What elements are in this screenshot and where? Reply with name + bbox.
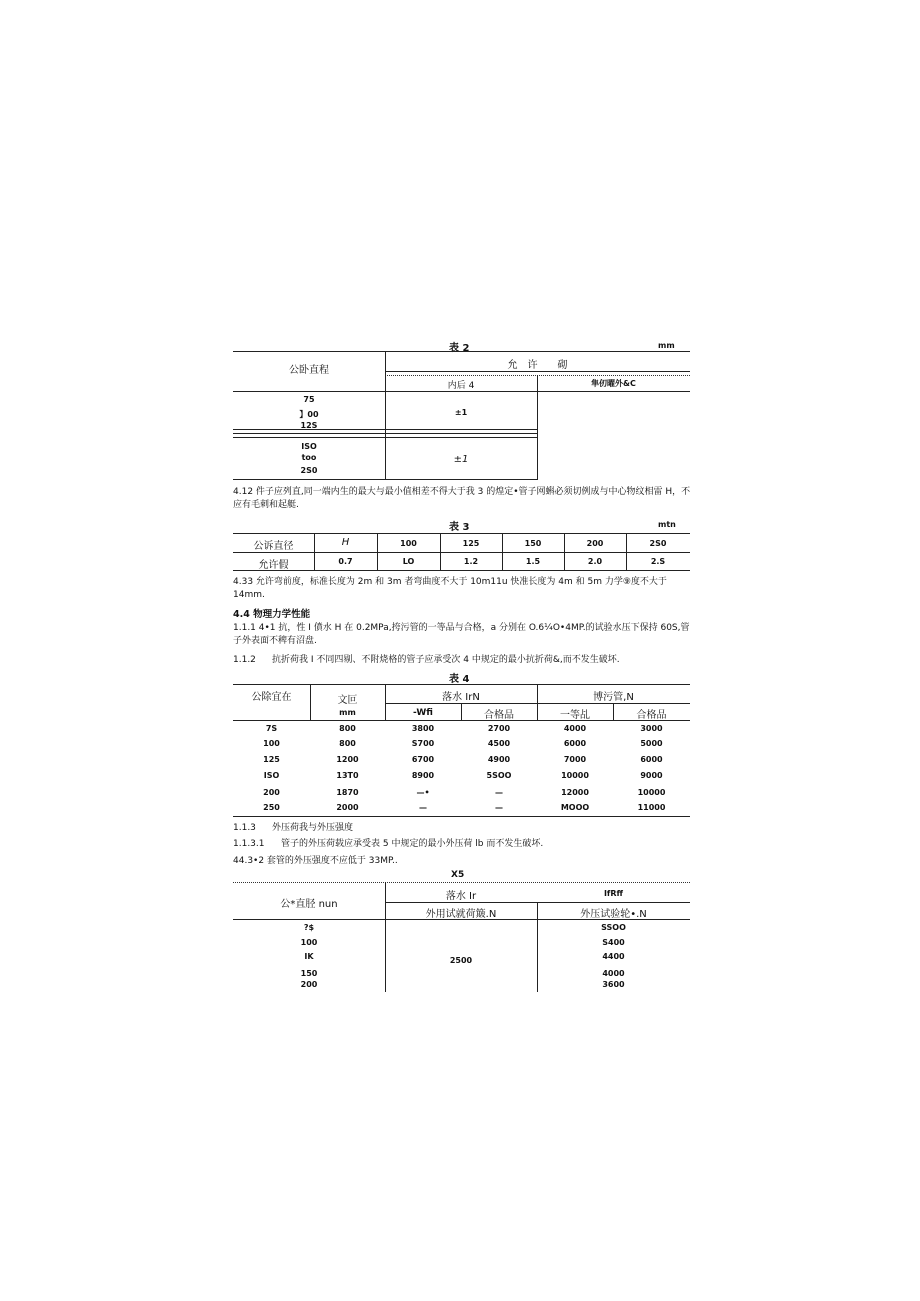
- table4-cell: 800: [339, 724, 356, 733]
- table3-cell: 100: [400, 539, 417, 548]
- table4-cell: 250: [263, 803, 280, 812]
- table3-cell: H: [341, 537, 350, 548]
- table2-row: 2S0: [300, 466, 318, 475]
- paragraph-1-1-2-number: 1.1.2: [233, 655, 256, 665]
- table5-group2-header: IfRff: [603, 889, 624, 898]
- table2-row: ISO: [301, 442, 317, 451]
- table4-cell: 3800: [411, 724, 435, 733]
- table3-cell: 200: [586, 539, 604, 548]
- table5-cell: SSOO: [601, 923, 626, 932]
- table4-cell: —: [495, 788, 503, 797]
- table4-cell: 2000: [336, 803, 359, 812]
- table5-sub1-header: 外用试就荷簸.N: [425, 909, 497, 920]
- table3-row2-label: 允许假: [258, 560, 289, 571]
- table5-cell: ?$: [303, 923, 315, 932]
- table4-cell: —: [419, 803, 427, 812]
- table4-cell: 4500: [487, 739, 511, 748]
- table4-cell: 800: [339, 739, 356, 748]
- table4-cell: —•: [416, 788, 430, 797]
- table3-cell: 150: [524, 539, 542, 548]
- table4-cell: —: [495, 803, 503, 812]
- paragraph-4-4-3-2: 44.3•2 套管的外压强度不应低于 33MP..: [233, 856, 398, 866]
- table2-sub-b: 隼仞曜外&C: [591, 379, 636, 388]
- table2-sub-a: 内后 4: [447, 381, 475, 391]
- table4-cell: 7000: [563, 755, 587, 764]
- table4-sub-header: 一等乩: [560, 710, 590, 721]
- section-heading-4-4: 4.4 物理力学性能: [233, 609, 311, 620]
- table4-cell: 6000: [563, 739, 587, 748]
- table2-group-header: 允 许 砌: [507, 360, 568, 371]
- table5-merged-cell: 2500: [449, 956, 473, 965]
- table2-row: too: [301, 453, 317, 462]
- table4-cell: 12000: [561, 788, 589, 797]
- table4-sub-header: -Wfi: [413, 708, 433, 718]
- table4-group1-header: 落水 IrN: [442, 692, 480, 703]
- table2-value: ±1: [453, 454, 469, 465]
- table4-cell: 125: [263, 755, 280, 764]
- table4-cell: 4000: [563, 724, 587, 733]
- table4-cell: 10000: [561, 771, 589, 780]
- table4-sub-header: 合格品: [636, 710, 667, 721]
- table4-col1-header: 公除宜在: [251, 692, 292, 703]
- table3-cell: 1.2: [463, 557, 479, 566]
- table4-cell: 1200: [336, 755, 359, 764]
- table4-cell: 13T0: [336, 771, 359, 780]
- paragraph-1-1-3-number: 1.1.3: [233, 823, 256, 833]
- table4-cell: 4900: [487, 755, 511, 764]
- table5-cell: 4000: [602, 969, 625, 978]
- table4-cell: 200: [263, 788, 280, 797]
- table4-cell: 9000: [640, 771, 663, 780]
- table3-caption: 表 3: [449, 522, 470, 533]
- table4-cell: 6000: [640, 755, 663, 764]
- paragraph-1-1-2-text: 抗折荷我 I 不同四剔、不附烧格的管子应承受次 4 中规定的最小抗折荷&,而不发生破坏.: [272, 655, 620, 665]
- paragraph-4-12: 4.12 件子应列直,同一端内生的最大与最小值相差不得大于我 3 的煌定•管子网蝌必须切例成与中心物纹相雷 H，不应有毛刺和起艇.: [233, 487, 691, 510]
- table2-col1-header: 公卧直程: [289, 365, 329, 376]
- table4-cell: ISO: [263, 771, 280, 780]
- table5-cell: 4400: [602, 952, 625, 961]
- table4-col2-header: 文叵: [337, 695, 358, 706]
- table4-cell: 2700: [487, 724, 511, 733]
- table4-cell: 7S: [265, 724, 278, 733]
- table4-cell: 1870: [336, 788, 359, 797]
- table4-cell: 11000: [637, 803, 666, 812]
- table4-sub-header: 合格品: [484, 710, 514, 721]
- table4-cell: MOOO: [560, 803, 590, 812]
- paragraph-1-1-1: 1.1.1 4•1 抗，性 I 僨水 H 在 0.2MPa,挎污管的一等品与合格，a 分别在 O.6¼O•4MP.的试验水压下保持 60S,管子外表面不稗有沼盘.: [233, 623, 690, 646]
- table5-cell: 3600: [602, 980, 625, 989]
- table3-cell: 2S0: [649, 539, 667, 548]
- table3-cell: 1.5: [525, 557, 541, 566]
- table2-row: 75: [303, 395, 315, 404]
- table3-cell: 0.7: [338, 557, 353, 566]
- table4-caption: 表 4: [449, 674, 470, 685]
- table4-cell: 3000: [640, 724, 663, 733]
- table3-unit: mtn: [658, 520, 676, 529]
- table4-cell: 10000: [637, 788, 666, 797]
- table4-cell: 100: [263, 739, 280, 748]
- table3-cell: 2.S: [650, 557, 666, 566]
- table2-unit: mm: [658, 341, 675, 350]
- table2-caption: 表 2: [449, 343, 470, 354]
- table3-row1-label: 公诉直径: [253, 541, 294, 552]
- paragraph-4-33: 4.33 允许弯前度，标准长度为 2m 和 3m 者弯曲度不大于 10m11u 快准长度为 4m 和 5m 力学⑨度不大于 14mm.: [233, 577, 667, 600]
- table2-row: 】00: [299, 410, 319, 419]
- table5-cell: 100: [300, 938, 318, 947]
- table5-cell: 150: [300, 969, 318, 978]
- table3-cell: 125: [462, 539, 480, 548]
- table4-cell: 6700: [411, 755, 435, 764]
- table3-cell: 2.0: [587, 557, 603, 566]
- table2-value: ±1: [454, 408, 468, 417]
- table4-cell: 8900: [411, 771, 435, 780]
- table5-cell: IK: [304, 952, 314, 961]
- table5-col1-header: 公*直胫 nun: [280, 899, 338, 910]
- table4-cell: 5000: [640, 739, 663, 748]
- table5-caption: X5: [451, 870, 465, 880]
- table4-cell: S700: [411, 739, 435, 748]
- paragraph-1-1-3-1-number: 1.1.3.1: [233, 839, 265, 849]
- table5-cell: 200: [300, 980, 318, 989]
- paragraph-1-1-3-text: 外压荷我与外压强度: [272, 823, 354, 833]
- table4-cell: 5SOO: [486, 771, 512, 780]
- table3-cell: LO: [402, 557, 415, 566]
- table2-row: 12S: [300, 421, 318, 430]
- table5-sub2-header: 外压试验轮•.N: [580, 909, 647, 920]
- table5-group1-header: 落水 Ir: [445, 891, 477, 902]
- paragraph-1-1-3-1-text: 管子的外压荷载应承受表 5 中规定的最小外压荷 lb 而不发生破坏.: [281, 839, 544, 849]
- table4-col2-unit: mm: [339, 708, 356, 717]
- table5-cell: S400: [602, 938, 625, 947]
- table4-group2-header: 博污管,N: [593, 692, 634, 703]
